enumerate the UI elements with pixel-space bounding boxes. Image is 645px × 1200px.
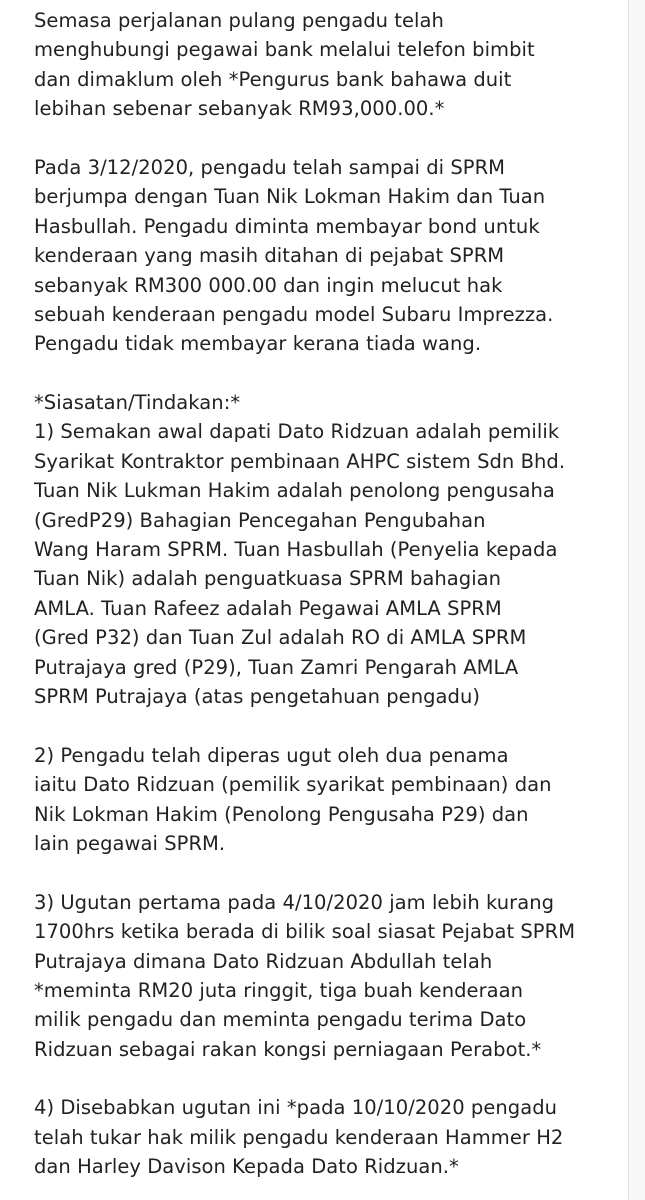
text-line: Pengadu tidak membayar kerana tiada wang. <box>34 332 482 356</box>
text-line: dan Harley Davison Kepada Dato Ridzuan.* <box>34 1155 459 1179</box>
text-line: milik pengadu dan meminta pengadu terima Dato <box>34 1008 527 1032</box>
paragraph-gap <box>34 858 624 887</box>
text-line: lain pegawai SPRM. <box>34 831 226 855</box>
text-line: dan dimaklum oleh *Pengurus bank bahawa duit <box>34 67 512 91</box>
text-line: kenderaan yang masih ditahan di pejabat SPRM <box>34 244 505 268</box>
text-line: Ridzuan sebagai rakan kongsi perniagaan Perabot.* <box>34 1037 542 1061</box>
paragraph-gap <box>34 711 624 740</box>
text-line: *meminta RM20 juta ringgit, tiga buah kenderaan <box>34 978 524 1002</box>
text-line: Wang Haram SPRM. Tuan Hasbullah (Penyelia kepada <box>34 538 558 562</box>
paragraph-gap <box>34 1064 624 1093</box>
text-line: Tuan Nik) adalah penguatkuasa SPRM bahagian <box>34 567 502 591</box>
text-line: iaitu Dato Ridzuan (pemilik syarikat pembinaan) dan <box>34 773 552 797</box>
text-line: Hasbullah. Pengadu diminta membayar bond untuk <box>34 214 540 238</box>
text-line: Putrajaya gred (P29), Tuan Zamri Pengarah AMLA <box>34 655 519 679</box>
text-line: Semasa perjalanan pulang pengadu telah <box>34 9 444 32</box>
scrollbar-track[interactable] <box>629 0 645 1200</box>
text-line: sebanyak RM300 000.00 dan ingin melucut hak <box>34 273 503 297</box>
paragraph-gap <box>34 124 624 153</box>
text-line: Syarikat Kontraktor pembinaan AHPC sistem Sdn Bhd. <box>34 449 566 473</box>
text-line: (Gred P32) dan Tuan Zul adalah RO di AMLA SPRM <box>34 626 527 650</box>
text-line: telah tukar hak milik pengadu kenderaan Hammer H2 <box>34 1125 564 1149</box>
text-line: Putrajaya dimana Dato Ridzuan Abdullah telah <box>34 949 493 973</box>
text-line: Nik Lokman Hakim (Penolong Pengusaha P29) dan <box>34 802 529 826</box>
text-line: Tuan Nik Lukman Hakim adalah penolong pengusaha <box>34 479 555 503</box>
text-line: 1) Semakan awal dapati Dato Ridzuan adalah pemilik <box>34 420 560 444</box>
message-body <box>34 6 624 1182</box>
paragraph <box>34 1093 624 1181</box>
text-line: lebihan sebenar sebanyak RM93,000.00.* <box>34 97 445 121</box>
text-line: SPRM Putrajaya (atas pengetahuan pengadu) <box>34 684 481 708</box>
paragraph <box>34 888 624 1064</box>
paragraph <box>34 388 624 711</box>
text-line: berjumpa dengan Tuan Nik Lokman Hakim dan Tuan <box>34 185 546 209</box>
text-line: (GredP29) Bahagian Pencegahan Pengubahan <box>34 508 486 532</box>
text-line: 3) Ugutan pertama pada 4/10/2020 jam lebih kurang <box>34 890 555 914</box>
text-line: AMLA. Tuan Rafeez adalah Pegawai AMLA SPRM <box>34 596 502 620</box>
text-line: *Siasatan/Tindakan:* <box>34 391 241 415</box>
text-line: 1700hrs ketika berada di bilik soal siasat Pejabat SPRM <box>34 920 576 944</box>
paragraph-gap <box>34 359 624 388</box>
paragraph <box>34 153 624 359</box>
paragraph <box>34 6 624 124</box>
text-line: Pada 3/12/2020, pengadu telah sampai di SPRM <box>34 155 506 179</box>
text-line: menghubungi pegawai bank melalui telefon bimbit <box>34 38 535 62</box>
text-line: 4) Disebabkan ugutan ini *pada 10/10/2020 pengadu <box>34 1096 558 1120</box>
text-line: 2) Pengadu telah diperas ugut oleh dua penama <box>34 743 509 767</box>
paragraph <box>34 741 624 859</box>
text-line: sebuah kenderaan pengadu model Subaru Imprezza. <box>34 302 554 326</box>
